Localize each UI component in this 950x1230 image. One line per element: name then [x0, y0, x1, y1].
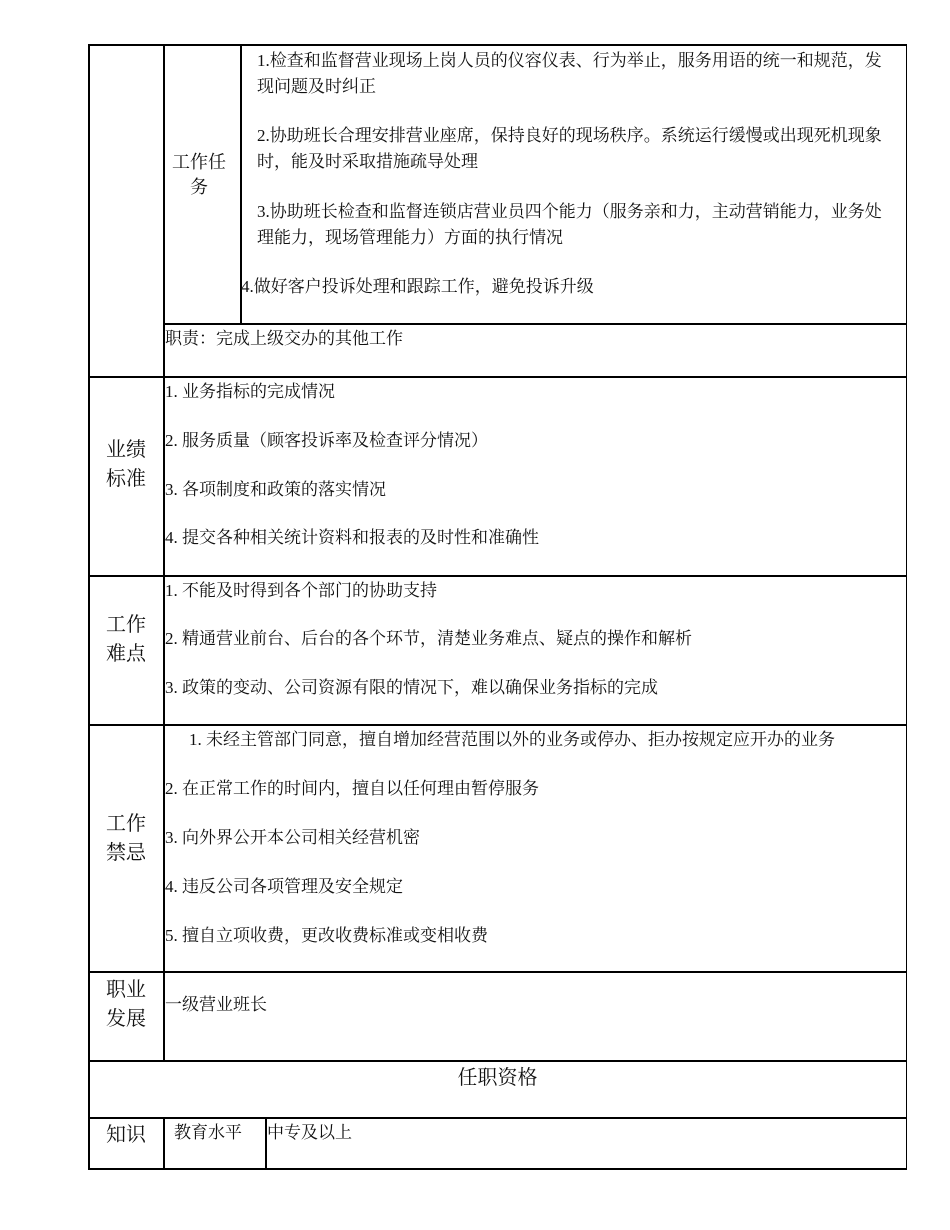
performance-item-1: 1. 业务指标的完成情况	[165, 382, 335, 401]
prohibitions-item-3: 3. 向外界公开本公司相关经营机密	[165, 828, 420, 847]
performance-label: 业绩标准	[106, 439, 146, 490]
table-border-right	[906, 44, 908, 1170]
table-border-knowledge-col	[163, 1117, 165, 1169]
table-border-left	[88, 44, 90, 1170]
work-task-item-1: 1.检查和监督营业现场上岗人员的仪容仪表、行为举止，服务用语的统一和规范，发现问题及时纠正	[257, 51, 882, 96]
career-value: 一级营业班长	[165, 995, 267, 1014]
table-border-section-5	[88, 1060, 907, 1062]
performance-item-3: 3. 各项制度和政策的落实情况	[165, 480, 386, 499]
table-border-top	[88, 44, 907, 46]
work-duty-text: 职责：完成上级交办的其他工作	[165, 329, 403, 348]
prohibitions-item-5: 5. 擅自立项收费，更改收费标准或变相收费	[165, 926, 488, 945]
career-label: 职业发展	[106, 979, 146, 1030]
performance-item-2: 2. 服务质量（顾客投诉率及检查评分情况）	[165, 431, 488, 450]
education-value: 中专及以上	[267, 1123, 352, 1142]
prohibitions-item-2: 2. 在正常工作的时间内，擅自以任何理由暂停服务	[165, 779, 539, 798]
work-task-item-4: 4.做好客户投诉处理和跟踪工作，避免投诉升级	[241, 277, 594, 296]
table-border-section-2	[88, 575, 907, 577]
difficulties-item-2: 2. 精通营业前台、后台的各个环节，清楚业务难点、疑点的操作和解析	[165, 629, 692, 648]
knowledge-label: 知识	[106, 1124, 146, 1146]
work-task-item-3: 3.协助班长检查和监督连锁店营业员四个能力（服务亲和力，主动营销能力，业务处理能力，现场管理能力）方面的执行情况	[257, 202, 882, 247]
qualification-title: 任职资格	[457, 1067, 538, 1089]
education-label: 教育水平	[174, 1123, 242, 1142]
table-border-section-1	[88, 376, 907, 378]
table-border-label-col	[163, 44, 165, 1061]
prohibitions-label: 工作禁忌	[106, 813, 146, 864]
difficulties-label: 工作难点	[106, 614, 146, 665]
difficulties-item-3: 3. 政策的变动、公司资源有限的情况下，难以确保业务指标的完成	[165, 678, 658, 697]
performance-item-4: 4. 提交各种相关统计资料和报表的及时性和准确性	[165, 528, 539, 547]
table-border-bottom	[88, 1168, 907, 1170]
difficulties-item-1: 1. 不能及时得到各个部门的协助支持	[165, 581, 437, 600]
prohibitions-item-4: 4. 违反公司各项管理及安全规定	[165, 877, 403, 896]
table-border-section-6	[88, 1117, 907, 1119]
work-tasks-label: 工作任务	[172, 152, 226, 197]
table-border-section-4	[88, 971, 907, 973]
work-task-item-2: 2.协助班长合理安排营业座席，保持良好的现场秩序。系统运行缓慢或出现死机现象时，能及时采取措施疏导处理	[257, 126, 882, 171]
table-border-section-3	[88, 724, 907, 726]
table-border-task-duty	[164, 323, 907, 325]
prohibitions-item-1: 1. 未经主管部门同意，擅自增加经营范围以外的业务或停办、拒办按规定应开办的业务	[189, 730, 835, 749]
